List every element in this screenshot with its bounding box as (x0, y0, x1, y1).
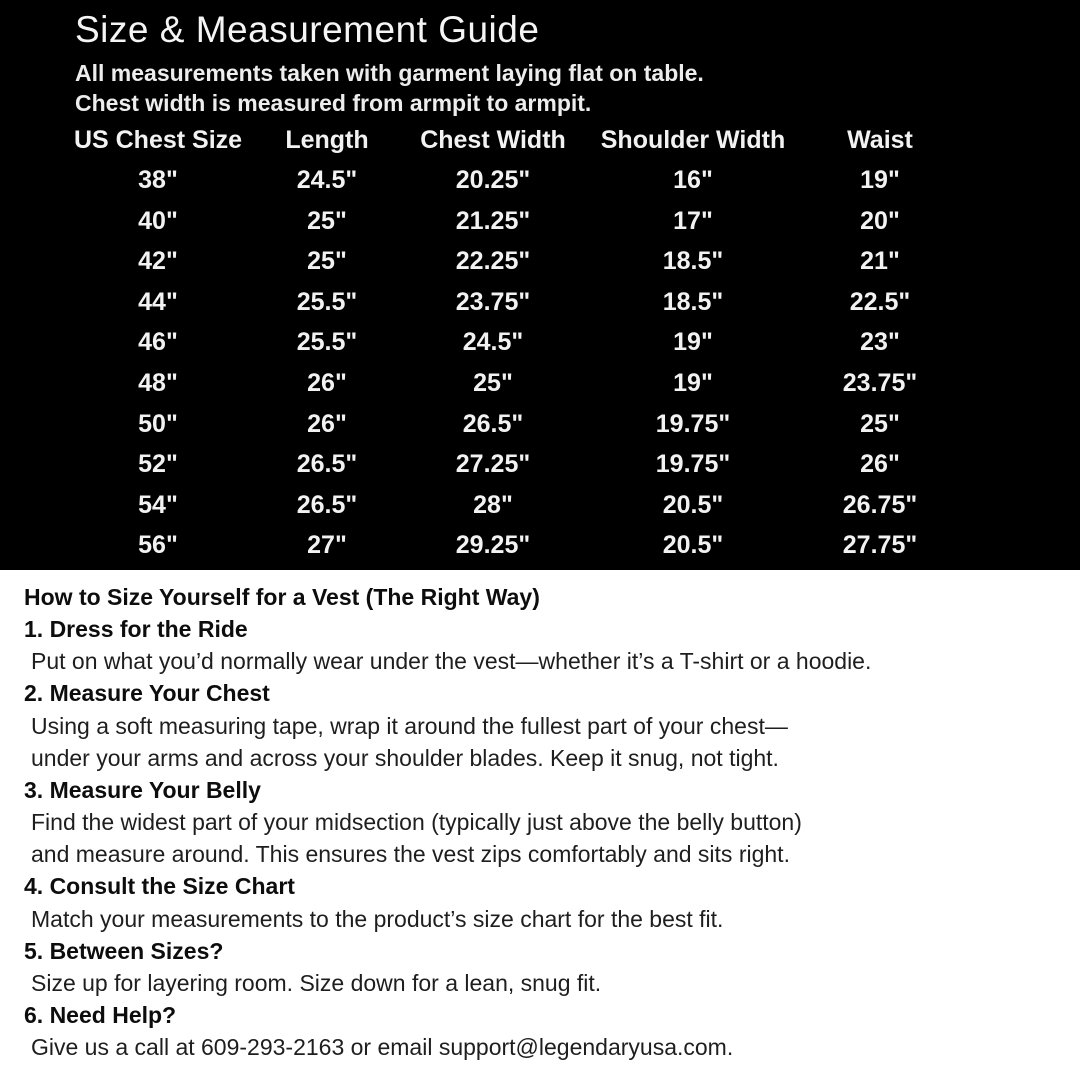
step-heading: 2. Measure Your Chest (24, 680, 270, 707)
size-table-cell: 20.5" (662, 490, 724, 519)
size-table-cell: 26" (307, 368, 347, 397)
size-table-cell: 19" (673, 328, 713, 357)
size-table-cell: 40" (138, 206, 178, 235)
column-header-length: Length (285, 126, 369, 154)
size-table-cell: 24.5" (462, 328, 524, 357)
size-table-cell: 19.75" (655, 409, 731, 438)
size-table-cell: 17" (673, 206, 713, 235)
size-guide-title: Size & Measurement Guide (75, 9, 540, 50)
size-table-cell: 26" (307, 409, 347, 438)
size-table-cell: 44" (138, 287, 178, 316)
size-table-row (73, 404, 949, 445)
step-text-line: Put on what you’d normally wear under the vest—whether it’s a T-shirt or a hoodie. (31, 648, 872, 675)
step-text-line: Size up for layering room. Size down for a lean, snug fit. (31, 969, 602, 996)
size-table-cell: 26.5" (296, 450, 358, 479)
instructions-title: How to Size Yourself for a Vest (The Right Way) (24, 584, 540, 610)
step-text-line: Match your measurements to the product’s size chart for the best fit. (31, 905, 724, 932)
size-table-cell: 23.75" (455, 287, 531, 316)
size-table-cell: 25.5" (296, 287, 358, 316)
size-table-row (73, 485, 949, 526)
size-table-header-row (73, 120, 949, 160)
size-table-cell: 26" (860, 450, 900, 479)
step-text-line: under your arms and across your shoulder blades. Keep it snug, not tight. (31, 744, 779, 771)
size-table-cell: 18.5" (662, 287, 724, 316)
measurement-note-line: All measurements taken with garment laying flat on table. (75, 60, 704, 86)
step-text-line: Find the widest part of your midsection (typically just above the belly button) (31, 809, 802, 836)
size-table-cell: 46" (138, 328, 178, 357)
size-table-row (73, 282, 949, 323)
step-heading: 4. Consult the Size Chart (24, 873, 295, 900)
size-table-cell: 21.25" (455, 206, 531, 235)
size-table-cell: 26.5" (462, 409, 524, 438)
size-table-row (73, 363, 949, 404)
size-table-cell: 48" (138, 368, 178, 397)
size-table-cell: 25" (307, 206, 347, 235)
size-table-row (73, 525, 949, 566)
size-table-cell: 54" (138, 490, 178, 519)
size-table-cell: 52" (138, 450, 178, 479)
size-table-cell: 27.75" (842, 531, 918, 560)
size-table-row (73, 241, 949, 282)
size-table-cell: 21" (860, 247, 900, 276)
size-table-cell: 28" (473, 490, 513, 519)
size-table-cell: 23" (860, 328, 900, 357)
step-heading: 3. Measure Your Belly (24, 776, 261, 803)
size-table-cell: 50" (138, 409, 178, 438)
size-table-rows (73, 160, 949, 566)
step-heading: 1. Dress for the Ride (24, 616, 248, 643)
size-table-cell: 20.25" (455, 166, 531, 194)
size-table-cell: 19" (860, 166, 900, 194)
step-text-line: Give us a call at 609-293-2163 or email support@legendaryusa.com. (31, 1034, 734, 1061)
step-heading: 5. Between Sizes? (24, 937, 224, 964)
size-table-cell: 16" (673, 166, 713, 194)
size-table-cell: 19" (673, 368, 713, 397)
size-table-cell: 24.5" (296, 166, 358, 194)
sizing-instructions-section (0, 570, 1080, 1080)
size-table-cell: 27.25" (455, 450, 531, 479)
size-table-cell: 25" (860, 409, 900, 438)
size-table-cell: 56" (138, 531, 178, 560)
size-table-cell: 26.5" (296, 490, 358, 519)
measurement-notes (75, 58, 1080, 118)
column-header-chest-width: Chest Width (420, 126, 566, 154)
size-table-cell: 25" (473, 368, 513, 397)
size-table-row (73, 201, 949, 242)
size-table-cell: 19.75" (655, 450, 731, 479)
instruction-steps (0, 613, 1080, 1063)
column-header-waist: Waist (847, 126, 913, 154)
size-table-cell: 26.75" (842, 490, 918, 519)
size-table-cell: 42" (138, 247, 178, 276)
size-table-cell: 25" (307, 247, 347, 276)
column-header-shoulder-width: Shoulder Width (600, 126, 786, 154)
size-table-cell: 38" (138, 166, 178, 194)
column-header-us-chest-size: US Chest Size (73, 126, 243, 154)
size-table-cell: 27" (307, 531, 347, 560)
step-heading: 6. Need Help? (24, 1002, 177, 1029)
size-table-cell: 22.5" (849, 287, 911, 316)
measurement-note-line: Chest width is measured from armpit to armpit. (75, 90, 592, 116)
size-table-row (73, 444, 949, 485)
size-table-cell: 20.5" (662, 531, 724, 560)
size-table-row (73, 322, 949, 363)
step-text-line: Using a soft measuring tape, wrap it around the fullest part of your chest— (31, 712, 788, 739)
size-table-cell: 23.75" (842, 368, 918, 397)
size-table-cell: 25.5" (296, 328, 358, 357)
size-table-cell: 18.5" (662, 247, 724, 276)
size-chart-header (0, 0, 1080, 118)
size-table-row (73, 160, 949, 201)
size-table (73, 120, 949, 566)
step-text-line: and measure around. This ensures the vest zips comfortably and sits right. (31, 841, 790, 868)
size-table-cell: 29.25" (455, 531, 531, 560)
size-table-cell: 20" (860, 206, 900, 235)
size-table-cell: 22.25" (455, 247, 531, 276)
